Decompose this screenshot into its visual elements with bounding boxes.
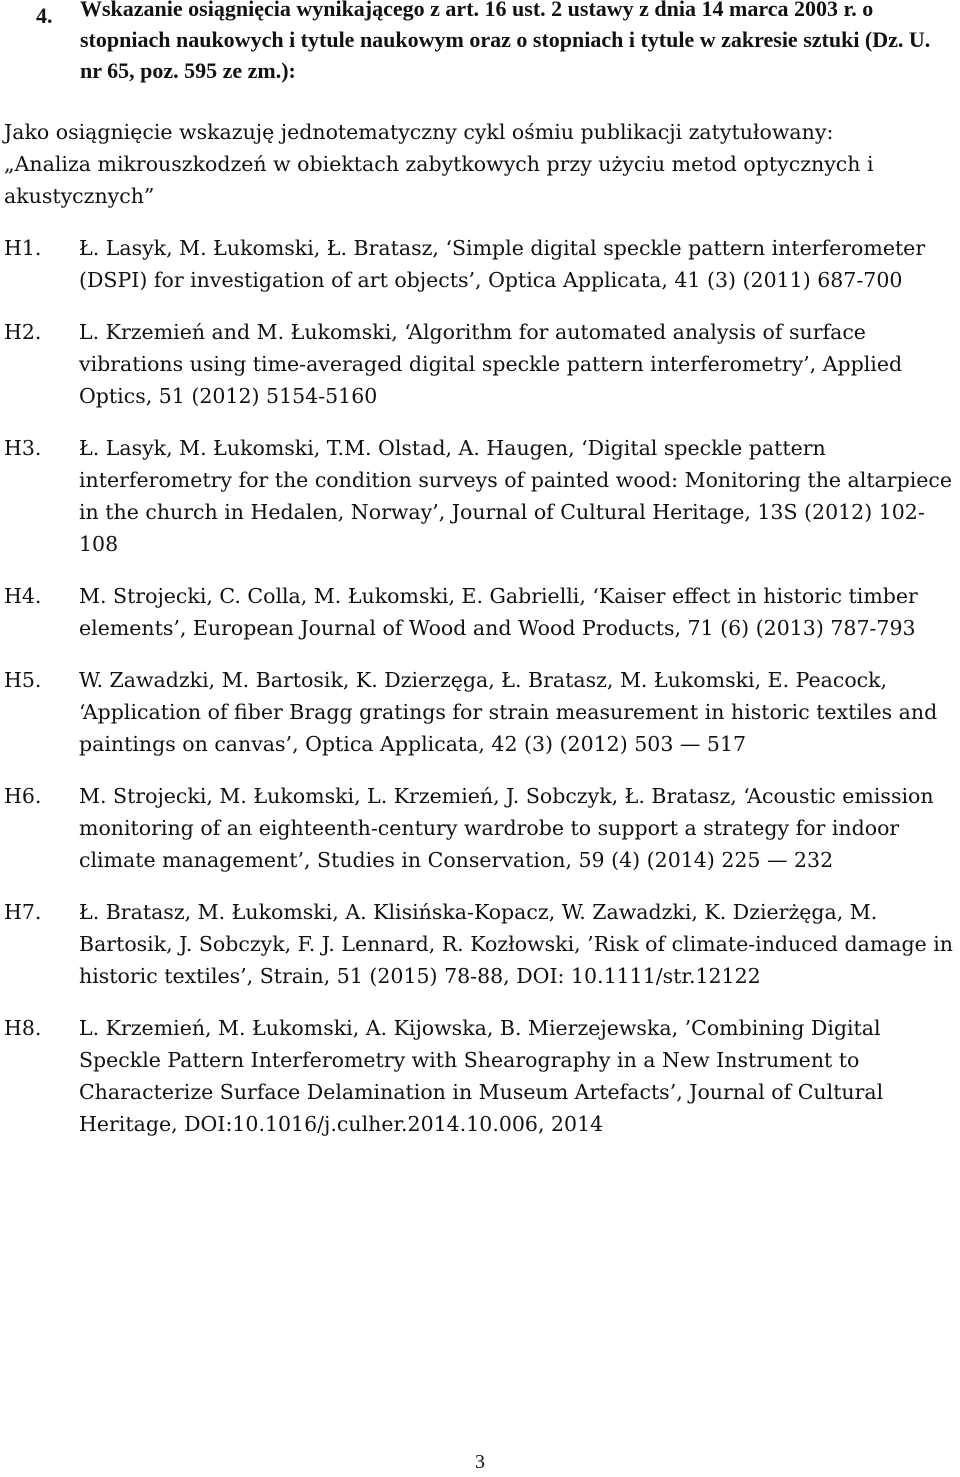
publication-label: H2. [4,320,42,344]
publication-item [4,432,960,560]
publication-label: H4. [4,584,42,608]
intro-paragraph [4,116,954,212]
publication-citation: L. Krzemień and M. Łukomski, ‘Algorithm for automated analysis of surface vibrations using time-averaged digital speckle pattern interferometry’, Applied Optics, 51 (2012) 5154-5160 [79,320,903,408]
publication-citation: Ł. Lasyk, M. Łukomski, T.M. Olstad, A. Haugen, ‘Digital speckle pattern interferometry for the condition surveys of painted wood: Monitoring the altarpiece in the church in Hedalen, Norway’, Journal of Cultural Heritage, 13S (2012) 102-108 [79,436,953,556]
section-title: Wskazanie osiągnięcia wynikającego z art. 16 ust. 2 ustawy z dnia 14 marca 2003 r. o stopniach naukowych i tytule naukowym oraz o stopniach i tytule w zakresie sztuki (Dz. U. nr 65, poz. 595 ze zm.): [80,0,931,83]
publication-item [4,896,960,992]
section-number: 4. [36,3,53,28]
publication-item [4,316,960,412]
publication-item [4,1012,960,1140]
publication-label: H8. [4,1016,42,1040]
section-heading [36,0,956,86]
publication-item [4,664,960,760]
publication-label: H7. [4,900,42,924]
publication-item [4,780,960,876]
publication-citation: M. Strojecki, M. Łukomski, L. Krzemień, J. Sobczyk, Ł. Bratasz, ‘Acoustic emission monitoring of an eighteenth-century wardrobe to support a strategy for indoor climate management’, Studies in Conservation, 59 (4) (2014) 225 — 232 [79,784,934,872]
publication-item [4,232,960,296]
publication-label: H6. [4,784,42,808]
publication-citation: Ł. Lasyk, M. Łukomski, Ł. Bratasz, ‘Simple digital speckle pattern interferometer (DSPI) for investigation of art objects’, Optica Applicata, 41 (3) (2011) 687-700 [79,236,926,292]
intro-line: Jako osiągnięcie wskazuję jednotematyczny cykl ośmiu publikacji zatytułowany: [4,120,834,144]
publication-item [4,580,960,644]
publication-citation: W. Zawadzki, M. Bartosik, K. Dzierzęga, Ł. Bratasz, M. Łukomski, E. Peacock, ‘Application of fiber Bragg gratings for strain measurement in historic textiles and paintings on canvas’, Optica Applicata, 42 (3) (2012) 503 — 517 [79,668,938,756]
cycle-title: „Analiza mikrouszkodzeń w obiektach zabytkowych przy użyciu metod optycznych i akustycznych” [4,152,874,208]
publication-citation: M. Strojecki, C. Colla, M. Łukomski, E. Gabrielli, ‘Kaiser effect in historic timber elements’, European Journal of Wood and Wood Products, 71 (6) (2013) 787-793 [79,584,918,640]
publication-label: H1. [4,236,42,260]
page-number: 3 [475,1451,485,1473]
publication-citation: L. Krzemień, M. Łukomski, A. Kijowska, B. Mierzejewska, ’Combining Digital Speckle Pattern Interferometry with Shearography in a New Instrument to Characterize Surface Delamination in Museum Artefacts’, Journal of Cultural Heritage, DOI:10.1016/j.culher.2014.10.006, 2014 [79,1016,884,1136]
publication-list [4,232,960,1140]
publication-label: H3. [4,436,42,460]
publication-citation: Ł. Bratasz, M. Łukomski, A. Klisińska-Kopacz, W. Zawadzki, K. Dzierżęga, M. Bartosik, J. Sobczyk, F. J. Lennard, R. Kozłowski, ’Risk of climate-induced damage in historic textiles’, Strain, 51 (2015) 78-88, DOI: 10.1111/str.12122 [79,900,954,988]
publication-label: H5. [4,668,42,692]
